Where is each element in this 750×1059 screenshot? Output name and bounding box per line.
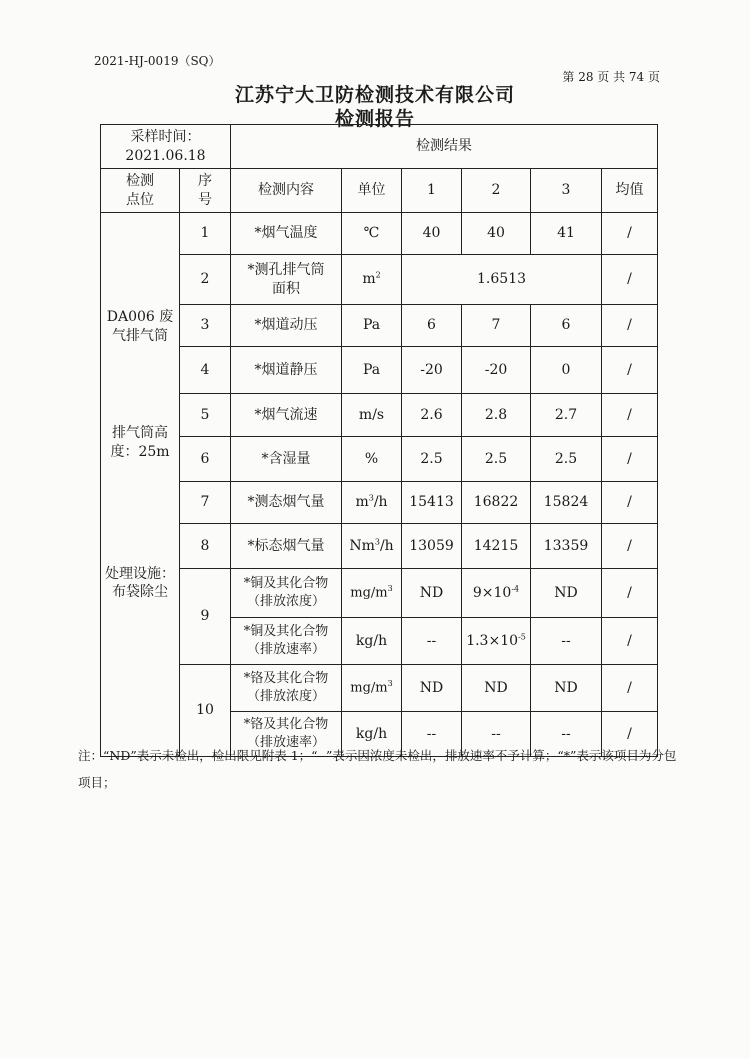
unit	[342, 665, 402, 712]
point-facility: 处理设施：布袋除尘	[105, 565, 175, 601]
sampling-time-cell	[101, 125, 231, 169]
value-2: 7	[462, 305, 531, 347]
value-2-base: 9×10	[472, 584, 512, 601]
report-title: 检测报告	[334, 108, 415, 130]
average: /	[602, 482, 658, 524]
sampling-time-label: 采样时间：	[130, 128, 201, 145]
point-name: DA006 废气排气筒	[106, 309, 174, 344]
unit-base: m	[355, 494, 369, 511]
unit: Pa	[342, 305, 402, 347]
col-avg-header: 均值	[602, 169, 658, 213]
col-point-header-text: 检测点位	[126, 172, 154, 208]
item: *铬及其化合物（排放浓度）	[231, 665, 342, 712]
value-3: 2.7	[531, 394, 602, 437]
seq: 5	[180, 394, 231, 437]
value-1: 6	[402, 305, 462, 347]
value-2	[462, 618, 531, 665]
seq: 3	[180, 305, 231, 347]
unit: kg/h	[342, 618, 402, 665]
value-2: -20	[462, 347, 531, 394]
unit: Pa	[342, 347, 402, 394]
seq: 8	[180, 524, 231, 569]
value-1: ND	[402, 665, 462, 712]
value-1: --	[402, 618, 462, 665]
unit: m/s	[342, 394, 402, 437]
value-3: --	[531, 712, 602, 757]
unit-base: mg/m	[350, 680, 388, 696]
value-1: 13059	[402, 524, 462, 569]
value-2-base: 1.3×10	[466, 632, 519, 649]
footnote: 注：“ND”表示未检出，检出限见附表 1；“--”表示因浓度未检出，排放速率不予计算；“*”表示该项目为分包项目；	[78, 748, 677, 790]
unit	[342, 482, 402, 524]
sampling-date: 2021.06.18	[125, 147, 206, 164]
average: /	[602, 437, 658, 482]
item: *烟道动压	[231, 305, 342, 347]
seq: 2	[180, 255, 231, 305]
average: /	[602, 618, 658, 665]
value-2-sup: -5	[518, 631, 526, 641]
unit: kg/h	[342, 712, 402, 757]
item: *烟气流速	[231, 394, 342, 437]
item: *含湿量	[231, 437, 342, 482]
value-1: 2.6	[402, 394, 462, 437]
point-cell	[101, 213, 180, 757]
seq: 9	[180, 569, 231, 665]
item: *铜及其化合物（排放速率）	[231, 618, 342, 665]
item: *烟气温度	[231, 213, 342, 255]
value-3: --	[531, 618, 602, 665]
unit-sup: 2	[375, 270, 381, 280]
point-height: 排气筒高度：25m	[110, 424, 170, 460]
item-text: *测孔排气筒面积	[247, 261, 325, 297]
average: /	[602, 347, 658, 394]
table-header-row-1	[101, 125, 658, 169]
table-row	[101, 255, 658, 305]
results-table	[100, 124, 658, 757]
average: /	[602, 305, 658, 347]
col-seq-header-text: 序号	[198, 172, 212, 208]
unit-sup: 3	[387, 584, 393, 594]
value-2: 14215	[462, 524, 531, 569]
unit-sup: 3	[368, 493, 374, 503]
average: /	[602, 213, 658, 255]
value-2-sup: -4	[511, 583, 520, 593]
table-row	[101, 305, 658, 347]
unit: ℃	[342, 213, 402, 255]
company-name: 江苏宁大卫防检测技术有限公司	[234, 84, 515, 106]
table-row	[101, 524, 658, 569]
value-3: ND	[531, 665, 602, 712]
value-3: 13359	[531, 524, 602, 569]
unit	[342, 524, 402, 569]
table-header-row-2	[101, 169, 658, 213]
unit: %	[342, 437, 402, 482]
table-row	[101, 437, 658, 482]
seq: 4	[180, 347, 231, 394]
col-point-header	[101, 169, 180, 213]
unit-sup: 3	[387, 679, 393, 689]
value-1: 2.5	[402, 437, 462, 482]
value-1: -20	[402, 347, 462, 394]
unit-base: mg/m	[350, 585, 388, 601]
item: *烟道静压	[231, 347, 342, 394]
results-header: 检测结果	[231, 125, 658, 169]
table-row	[101, 213, 658, 255]
col-seq-header	[180, 169, 231, 213]
value-3: 0	[531, 347, 602, 394]
average: /	[602, 394, 658, 437]
unit	[342, 255, 402, 305]
col-2-header: 2	[462, 169, 531, 213]
merged-value: 1.6513	[402, 255, 602, 305]
value-1: 15413	[402, 482, 462, 524]
table-row	[101, 394, 658, 437]
unit-base: Nm	[349, 537, 375, 554]
item: *铜及其化合物（排放浓度）	[231, 569, 342, 618]
col-item-header: 检测内容	[231, 169, 342, 213]
col-unit-header: 单位	[342, 169, 402, 213]
unit	[342, 569, 402, 618]
value-3: 41	[531, 213, 602, 255]
unit-tail: /h	[373, 494, 388, 511]
value-2	[462, 569, 531, 618]
average: /	[602, 524, 658, 569]
table-row	[101, 665, 658, 712]
average: /	[602, 712, 658, 757]
value-2: 16822	[462, 482, 531, 524]
seq: 10	[180, 665, 231, 757]
value-3: 2.5	[531, 437, 602, 482]
value-2: ND	[462, 665, 531, 712]
col-3-header: 3	[531, 169, 602, 213]
value-2: 40	[462, 213, 531, 255]
value-2: 2.5	[462, 437, 531, 482]
value-3: 15824	[531, 482, 602, 524]
value-3: 6	[531, 305, 602, 347]
unit-tail: /h	[379, 537, 394, 554]
value-2: --	[462, 712, 531, 757]
table-row	[101, 569, 658, 618]
page-number: 第 28 页 共 74 页	[562, 70, 660, 84]
unit-base: m	[362, 271, 376, 288]
value-1: ND	[402, 569, 462, 618]
item: *铬及其化合物（排放速率）	[231, 712, 342, 757]
seq: 1	[180, 213, 231, 255]
seq: 6	[180, 437, 231, 482]
average: /	[602, 665, 658, 712]
col-1-header: 1	[402, 169, 462, 213]
item: *标态烟气量	[231, 524, 342, 569]
value-2: 2.8	[462, 394, 531, 437]
table-row	[101, 482, 658, 524]
average: /	[602, 569, 658, 618]
unit-sup: 3	[374, 536, 380, 546]
document-id: 2021-HJ-0019（SQ）	[94, 54, 221, 68]
average: /	[602, 255, 658, 305]
item	[231, 255, 342, 305]
seq: 7	[180, 482, 231, 524]
value-3: ND	[531, 569, 602, 618]
table-row	[101, 347, 658, 394]
item: *测态烟气量	[231, 482, 342, 524]
value-1: 40	[402, 213, 462, 255]
value-1: --	[402, 712, 462, 757]
